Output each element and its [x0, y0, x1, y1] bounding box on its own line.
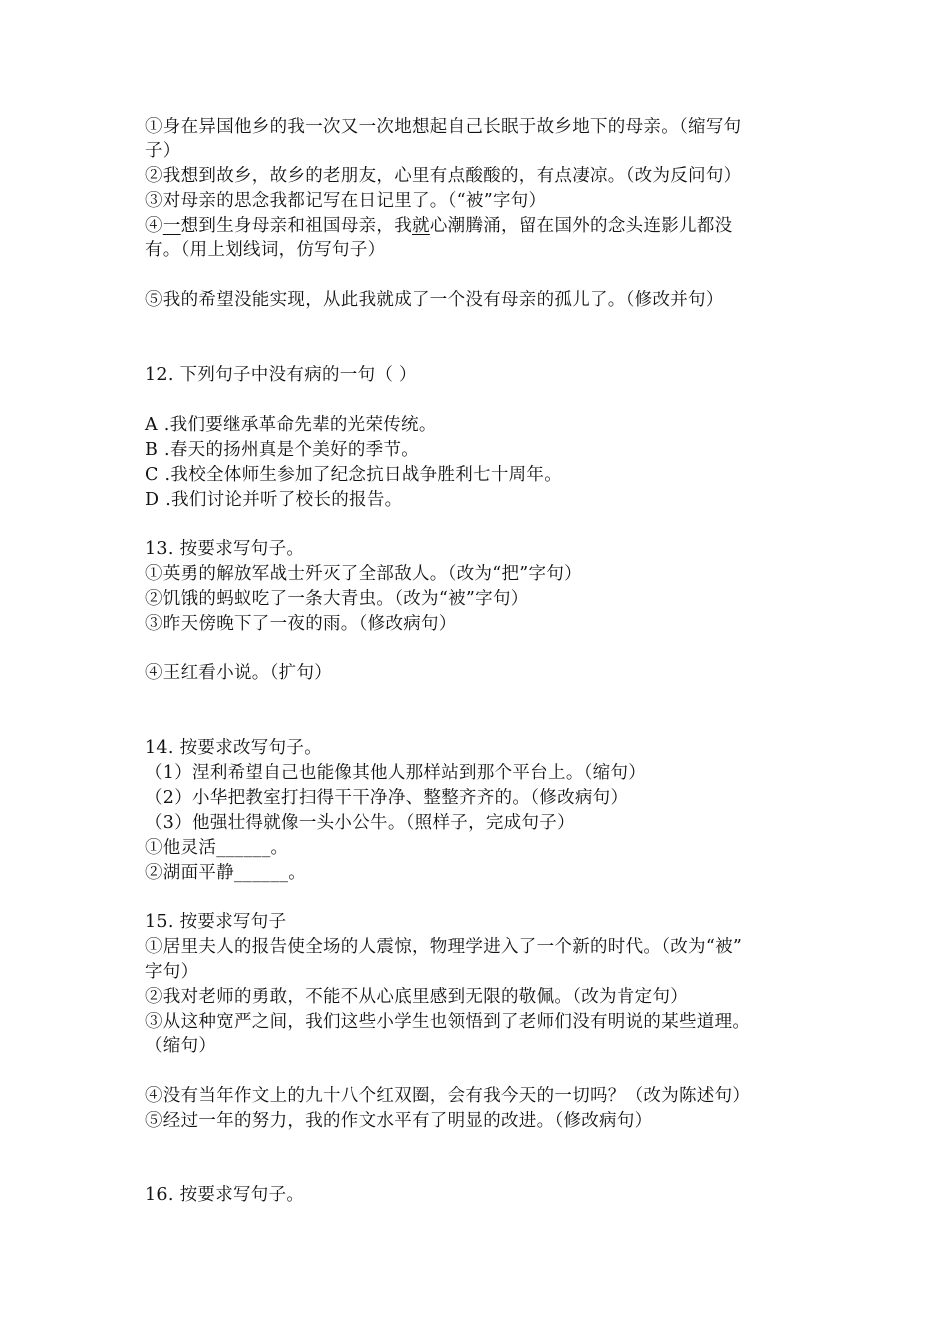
q13-item-3: ③昨天傍晚下了一夜的雨。（修改病句）: [145, 614, 457, 634]
q13-item-4: ④王红看小说。（扩句）: [145, 663, 333, 683]
q12-option-b: B .春天的扬州真是个美好的季节。: [145, 440, 420, 460]
q15-item-5: ⑤经过一年的努力，我的作文水平有了明显的改进。（修改病句）: [145, 1111, 653, 1131]
q14-item-3-example-1: ①他灵活______。: [145, 838, 289, 858]
q11-item-4-line-2: 有。（用上划线词，仿写句子）: [145, 240, 386, 260]
q15-item-4: ④没有当年作文上的九十八个红双圈，会有我今天的一切吗？（改为陈述句）: [145, 1086, 751, 1106]
q11-item-4-suffix: 心潮腾涌，留在国外的念头连影儿都没: [429, 216, 733, 236]
q14-item-1: （1）涅利希望自己也能像其他人那样站到那个平台上。（缩句）: [145, 763, 647, 783]
q15-item-3-line-2: （缩句）: [145, 1036, 217, 1056]
q13-title: 13. 按要求写句子。: [145, 539, 305, 559]
q11-item-4-underlined-word-2: 就: [412, 216, 430, 236]
q11-item-4-middle: 想到生身母亲和祖国母亲，我: [180, 216, 413, 236]
q11-item-5: ⑤我的希望没能实现，从此我就成了一个没有母亲的孤儿了。（修改并句）: [145, 290, 724, 310]
q15-item-2: ②我对老师的勇敢，不能不从心底里感到无限的敬佩。（改为肯定句）: [145, 987, 689, 1007]
q11-item-4-underlined-word-1: 一: [162, 216, 181, 236]
q13-item-1: ①英勇的解放军战士歼灭了全部敌人。（改为“把”字句）: [145, 564, 582, 584]
q13-item-2: ②饥饿的蚂蚁吃了一条大青虫。（改为“被”字句）: [145, 589, 529, 609]
q11-item-1-line-2: 子）: [145, 141, 181, 161]
q11-item-2: ②我想到故乡，故乡的老朋友，心里有点酸酸的，有点凄凉。（改为反问句）: [145, 166, 742, 186]
q14-title: 14. 按要求改写句子。: [145, 738, 322, 758]
q14-item-2: （2）小华把教室打扫得干干净净、整整齐齐的。（修改病句）: [145, 788, 629, 808]
q15-item-1-line-1: ①居里夫人的报告使全场的人震惊，物理学进入了一个新的时代。（改为“被”: [145, 937, 743, 957]
q15-item-1-line-2: 字句）: [145, 962, 199, 982]
q15-item-3-line-1: ③从这种宽严之间，我们这些小学生也领悟到了老师们没有明说的某些道理。: [145, 1012, 751, 1032]
q11-item-4-prefix: ④: [145, 216, 163, 236]
q11-item-4-line-1: [145, 214, 825, 238]
q12-title: 12. 下列句子中没有病的一句（ ）: [145, 365, 417, 385]
q11-item-3: ③对母亲的思念我都记写在日记里了。（“被”字句）: [145, 191, 547, 211]
q12-option-a: A .我们要继承革命先辈的光荣传统。: [145, 415, 437, 435]
q12-option-c: C .我校全体师生参加了纪念抗日战争胜利七十周年。: [145, 465, 563, 485]
q11-item-1-line-1: ①身在异国他乡的我一次又一次地想起自己长眠于故乡地下的母亲。（缩写句: [145, 117, 742, 137]
q14-item-3-example-2: ②湖面平静______。: [145, 863, 307, 883]
q15-title: 15. 按要求写句子: [145, 912, 287, 932]
q16-title: 16. 按要求写句子。: [145, 1185, 305, 1205]
q12-option-d: D .我们讨论并听了校长的报告。: [145, 490, 403, 510]
q14-item-3: （3）他强壮得就像一头小公牛。（照样子，完成句子）: [145, 813, 575, 833]
